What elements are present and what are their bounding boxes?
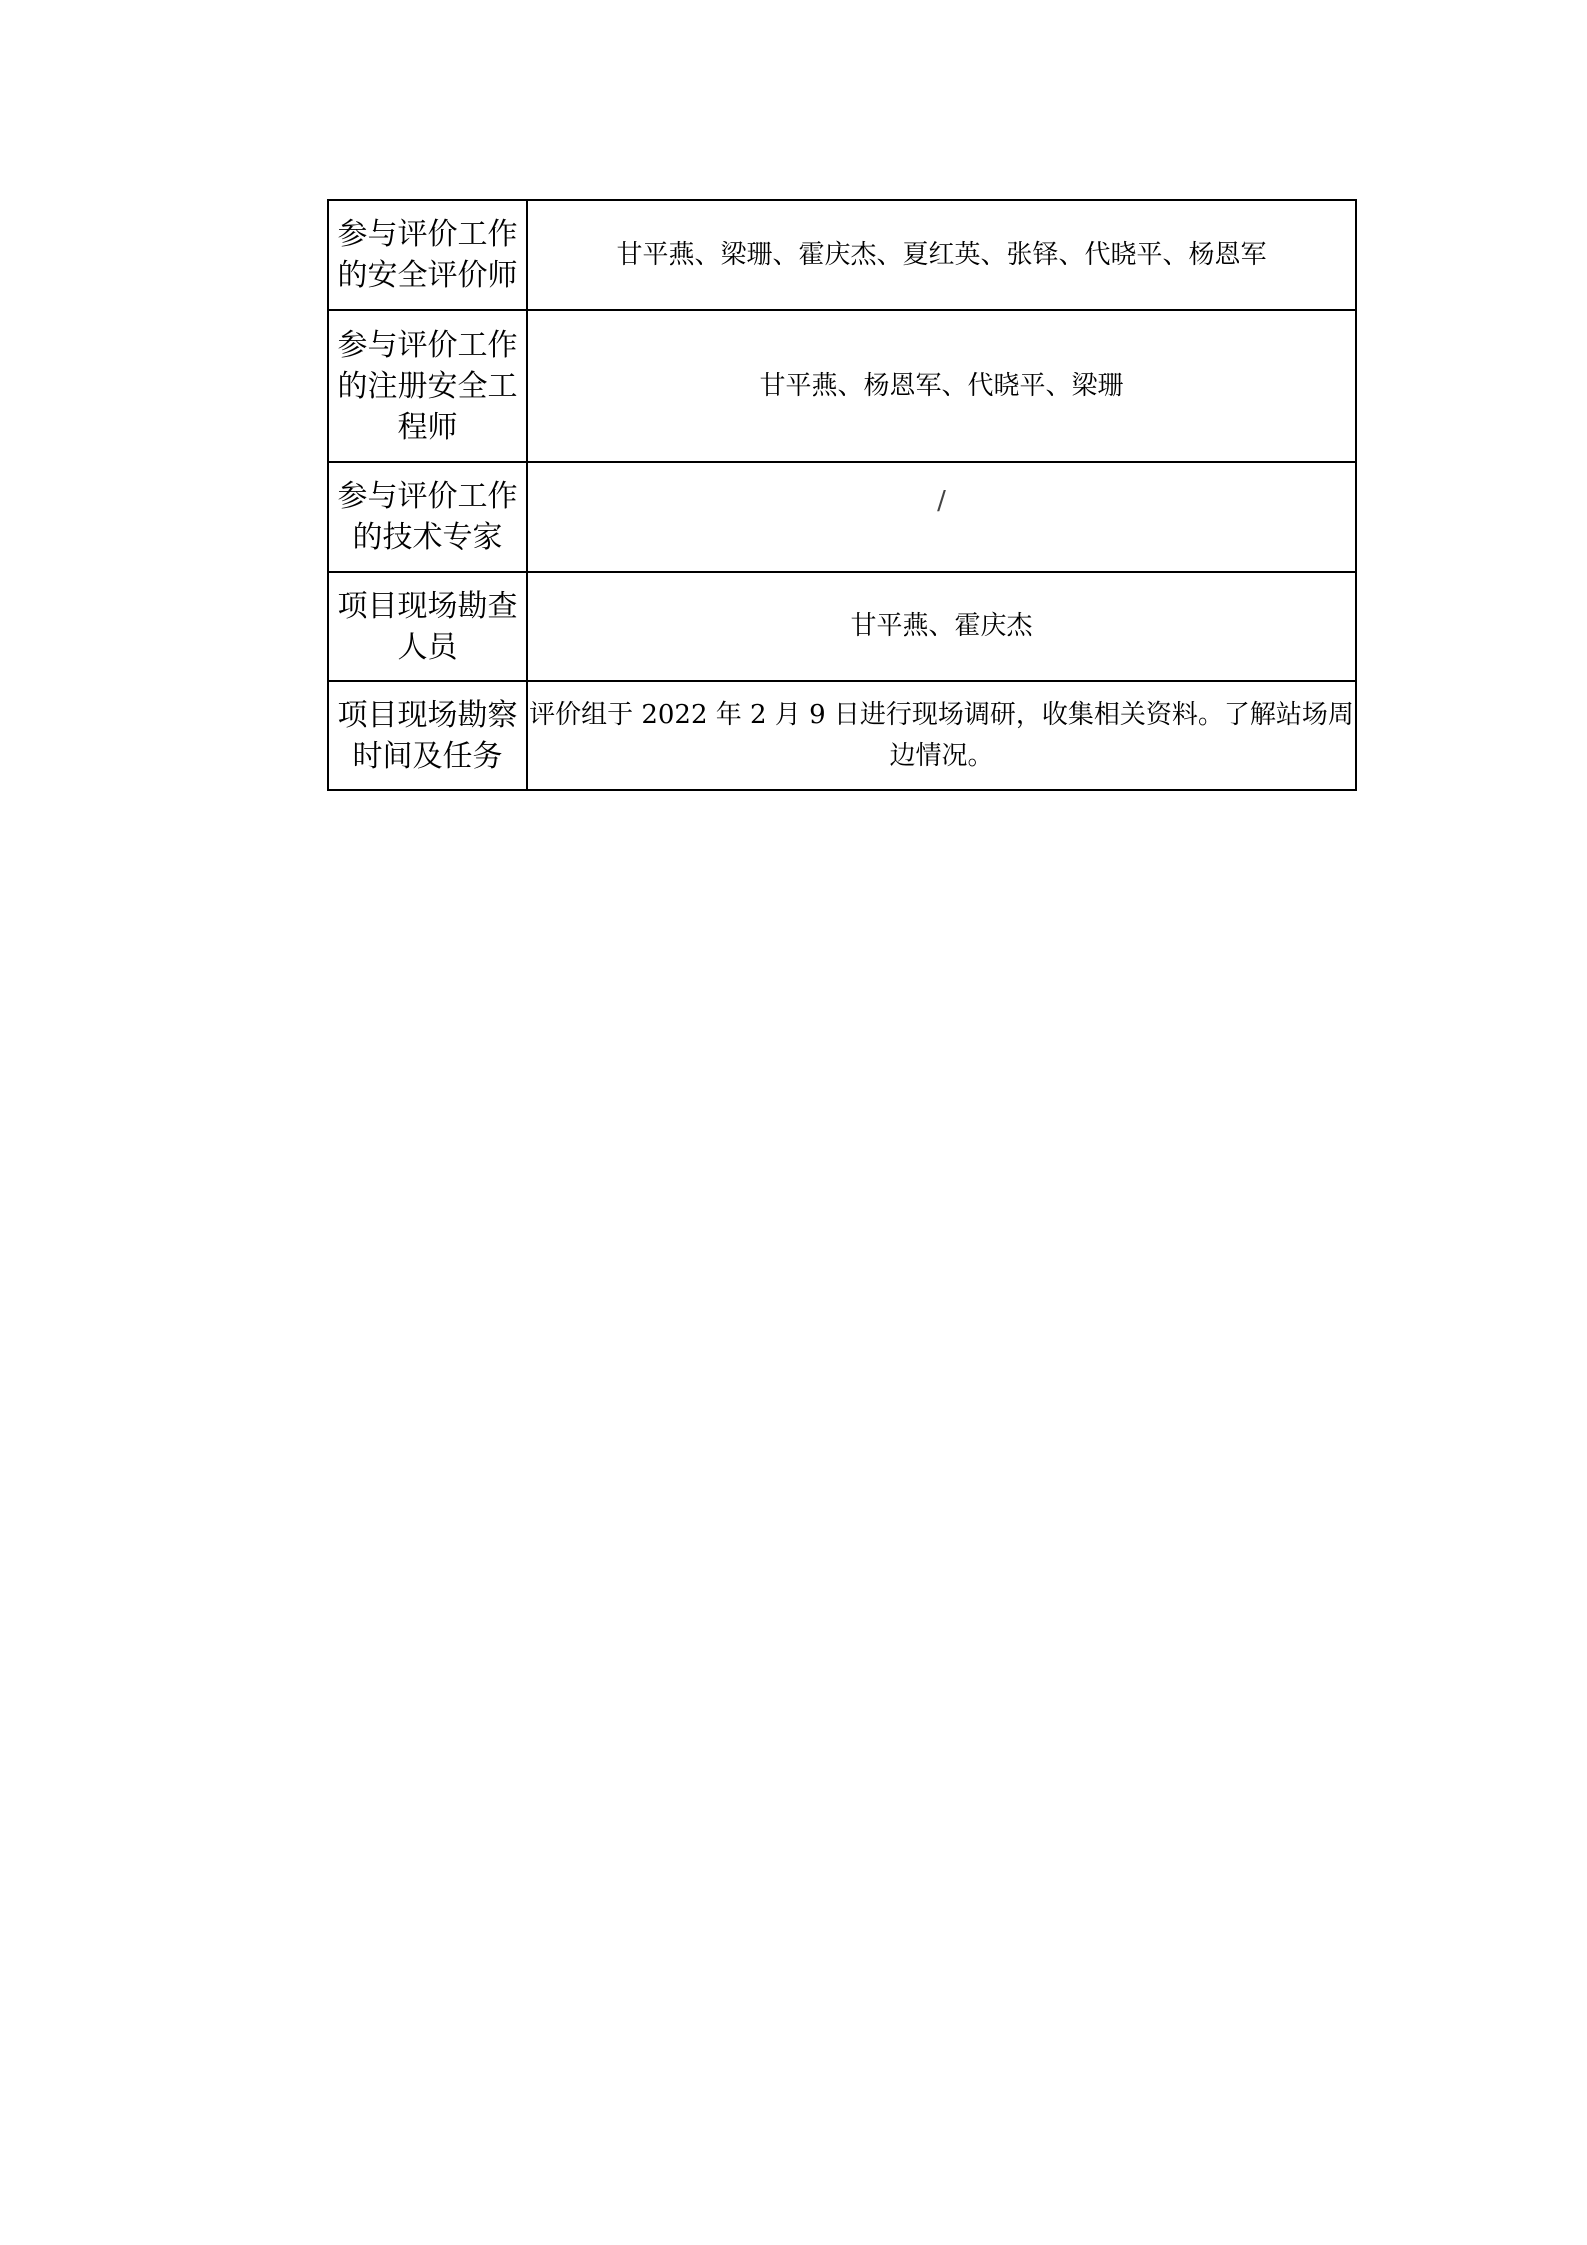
table-row (328, 310, 1356, 462)
empty-value-slash: / (937, 485, 946, 516)
table-row (328, 681, 1356, 790)
row-label-registered-engineers: 参与评价工作的注册安全工程师 (328, 310, 527, 462)
evaluation-info-table (327, 199, 1357, 791)
row-label-survey-time-task: 项目现场勘察时间及任务 (328, 681, 527, 790)
table-row (328, 572, 1356, 681)
row-label-technical-experts: 参与评价工作的技术专家 (328, 462, 527, 572)
table-row (328, 200, 1356, 310)
row-label-safety-evaluators: 参与评价工作的安全评价师 (328, 200, 527, 310)
row-label-site-survey-staff: 项目现场勘查人员 (328, 572, 527, 681)
row-value-technical-experts (527, 462, 1356, 572)
row-value-safety-evaluators: 甘平燕、梁珊、霍庆杰、夏红英、张铎、代晓平、杨恩军 (527, 200, 1356, 310)
row-value-survey-time-task: 评价组于 2022 年 2 月 9 日进行现场调研，收集相关资料。了解站场周边情况。 (527, 681, 1356, 790)
row-value-registered-engineers: 甘平燕、杨恩军、代晓平、梁珊 (527, 310, 1356, 462)
table-row (328, 462, 1356, 572)
row-value-site-survey-staff: 甘平燕、霍庆杰 (527, 572, 1356, 681)
